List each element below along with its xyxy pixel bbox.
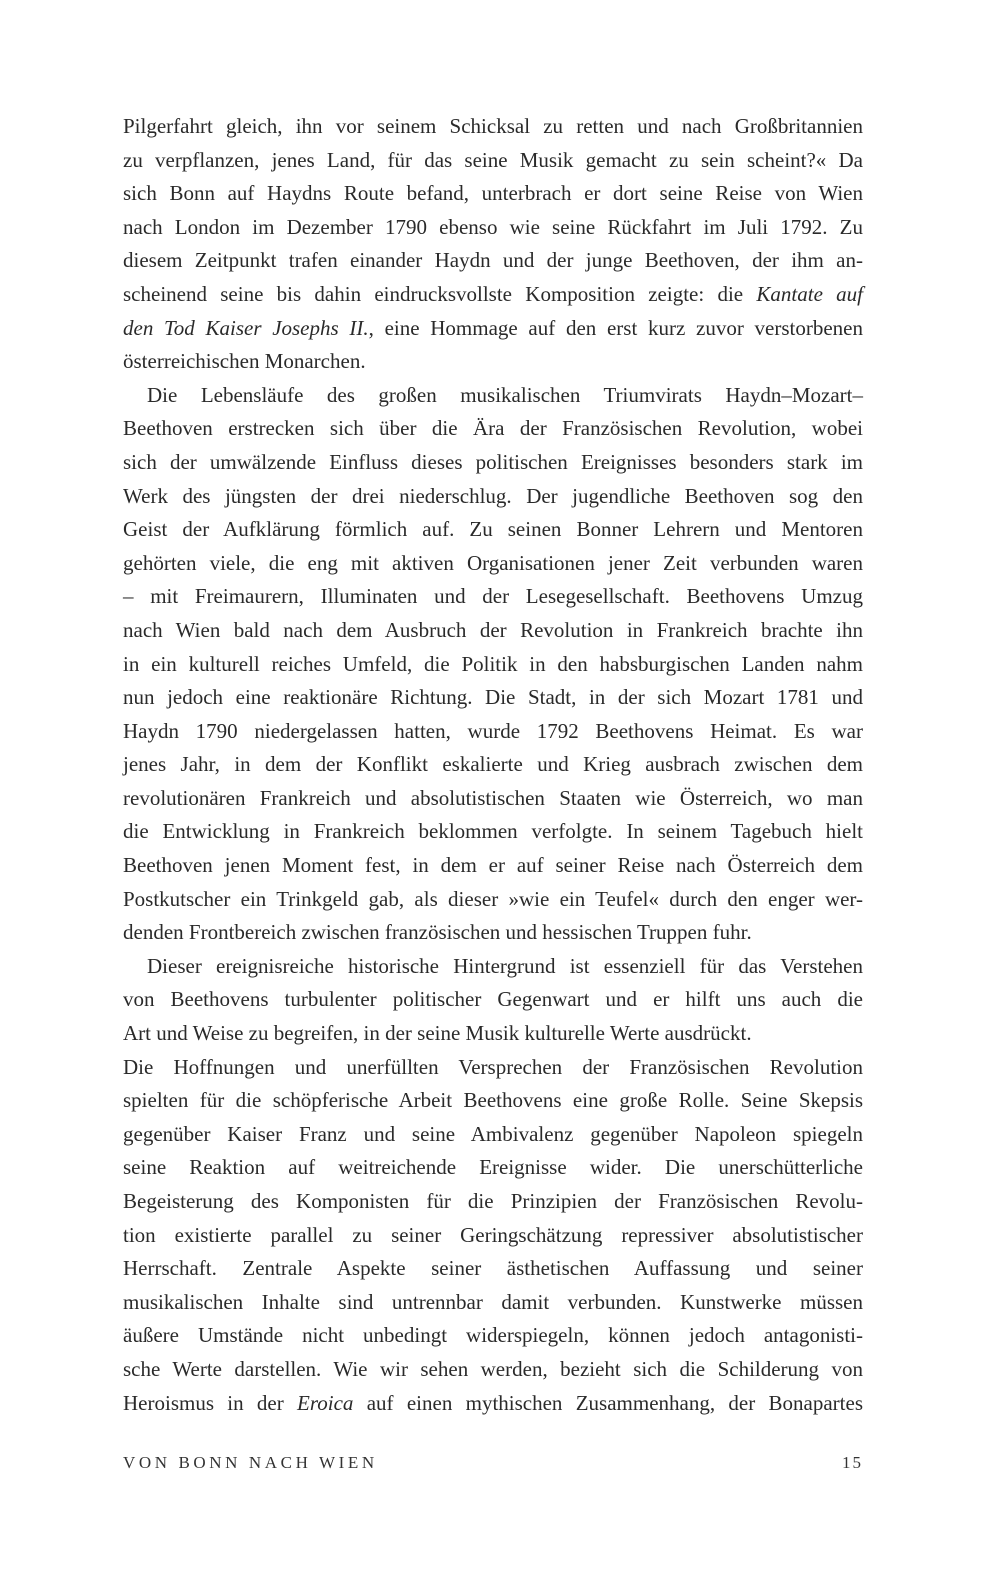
text-line: Heroismus in der Eroica auf einen mythischen Zusammenhang, der Bonapartes [123, 1390, 863, 1415]
text-line: Art und Weise zu begreifen, in der seine Musik kulturelle Werte ausdrückt. [123, 1021, 752, 1046]
text-line: Werk des jüngsten der drei niederschlug. Der jugendliche Beethoven sog den [123, 483, 863, 508]
text-line: die Entwicklung in Frankreich beklommen verfolgte. In seinem Tagebuch hielt [123, 819, 863, 844]
text-line: gegenüber Kaiser Franz und seine Ambivalenz gegenüber Napoleon spiegeln [123, 1121, 863, 1146]
text-line: sich der umwälzende Einfluss dieses politischen Ereignisses besonders stark im [123, 449, 863, 474]
text-line: Die Lebensläufe des großen musikalischen Triumvirats Haydn–Mozart– [147, 382, 863, 407]
work-title-italic: Eroica [297, 1390, 354, 1415]
text-line: Dieser ereignisreiche historische Hintergrund ist essenziell für das Verstehen [147, 953, 863, 978]
text-line: sich Bonn auf Haydns Route befand, unterbrach er dort seine Reise von Wien [123, 181, 863, 206]
text-line: Die Hoffnungen und unerfüllten Versprechen der Französischen Revolution [123, 1054, 863, 1079]
text-line: nun jedoch eine reaktionäre Richtung. Die Stadt, in der sich Mozart 1781 und [123, 685, 863, 710]
text-line: tion existierte parallel zu seiner Geringschätzung repressiver absolutistischer [123, 1222, 863, 1247]
text-line: revolutionären Frankreich und absolutistischen Staaten wie Österreich, wo man [123, 785, 863, 810]
text-line: Pilgerfahrt gleich, ihn vor seinem Schicksal zu retten und nach Großbritannien [123, 114, 863, 138]
text-line: jenes Jahr, in dem der Konflikt eskalierte und Krieg ausbrach zwischen dem [123, 752, 863, 777]
text-line: scheinend seine bis dahin eindrucksvollste Komposition zeigte: die Kantate auf [123, 281, 863, 306]
text-line: äußere Umstände nicht unbedingt widerspiegeln, können jedoch antagonisti- [123, 1323, 863, 1348]
text-line: Begeisterung des Komponisten für die Prinzipien der Französischen Revolu- [123, 1189, 863, 1213]
text-line: Beethoven jenen Moment fest, in dem er auf seiner Reise nach Österreich dem [123, 853, 863, 878]
text-line: sche Werte darstellen. Wie wir sehen werden, bezieht sich die Schilderung von [123, 1356, 863, 1381]
text-line: von Beethovens turbulenter politischer Gegenwart und er hilft uns auch die [123, 987, 863, 1012]
text-line: Geist der Aufklärung förmlich auf. Zu seinen Bonner Lehrern und Mentoren [123, 517, 863, 542]
text-line: diesem Zeitpunkt trafen einander Haydn und der junge Beethoven, der ihm an- [123, 248, 863, 273]
text-line: Beethoven erstrecken sich über die Ära der Französischen Revolution, wobei [123, 416, 863, 441]
text-line: nach London im Dezember 1790 ebenso wie seine Rückfahrt im Juli 1792. Zu [123, 214, 863, 239]
page-footer [123, 1453, 863, 1483]
text-line: denden Frontbereich zwischen französischen und hessischen Truppen fuhr. [123, 920, 752, 945]
text-line: – mit Freimaurern, Illuminaten und der Lesegesellschaft. Beethovens Umzug [123, 584, 863, 609]
running-head: VON BONN NACH WIEN [123, 1453, 378, 1472]
text-line: nach Wien bald nach dem Ausbruch der Revolution in Frankreich brachte ihn [123, 617, 863, 642]
text-line: Haydn 1790 niedergelassen hatten, wurde 1792 Beethovens Heimat. Es war [123, 718, 863, 743]
body-text [123, 110, 863, 1420]
text-line: den Tod Kaiser Josephs II., eine Hommage auf den erst kurz zuvor verstorbenen [123, 315, 863, 340]
text-line: Postkutscher ein Trinkgeld gab, als dieser »wie ein Teufel« durch den enger wer- [123, 886, 863, 911]
text-line: seine Reaktion auf weitreichende Ereignisse wider. Die unerschütterliche [123, 1155, 863, 1180]
work-title-italic: Kantate auf [756, 281, 863, 306]
text-line: zu verpflanzen, jenes Land, für das seine Musik gemacht zu sein scheint?« Da [123, 147, 863, 172]
work-title-italic: den Tod Kaiser Josephs II. [123, 315, 369, 340]
text-line: Herrschaft. Zentrale Aspekte seiner ästhetischen Auffassung und seiner [123, 1256, 863, 1281]
text-line: in ein kulturell reiches Umfeld, die Politik in den habsburgischen Landen nahm [123, 651, 863, 676]
text-line: gehörten viele, die eng mit aktiven Organisationen jener Zeit verbunden waren [123, 550, 863, 575]
text-line: österreichischen Monarchen. [123, 349, 366, 374]
text-line: spielten für die schöpferische Arbeit Beethovens eine große Rolle. Seine Skepsis [123, 1088, 863, 1113]
text-line: musikalischen Inhalte sind untrennbar damit verbunden. Kunstwerke müssen [123, 1289, 863, 1314]
page-number: 15 [842, 1453, 863, 1472]
